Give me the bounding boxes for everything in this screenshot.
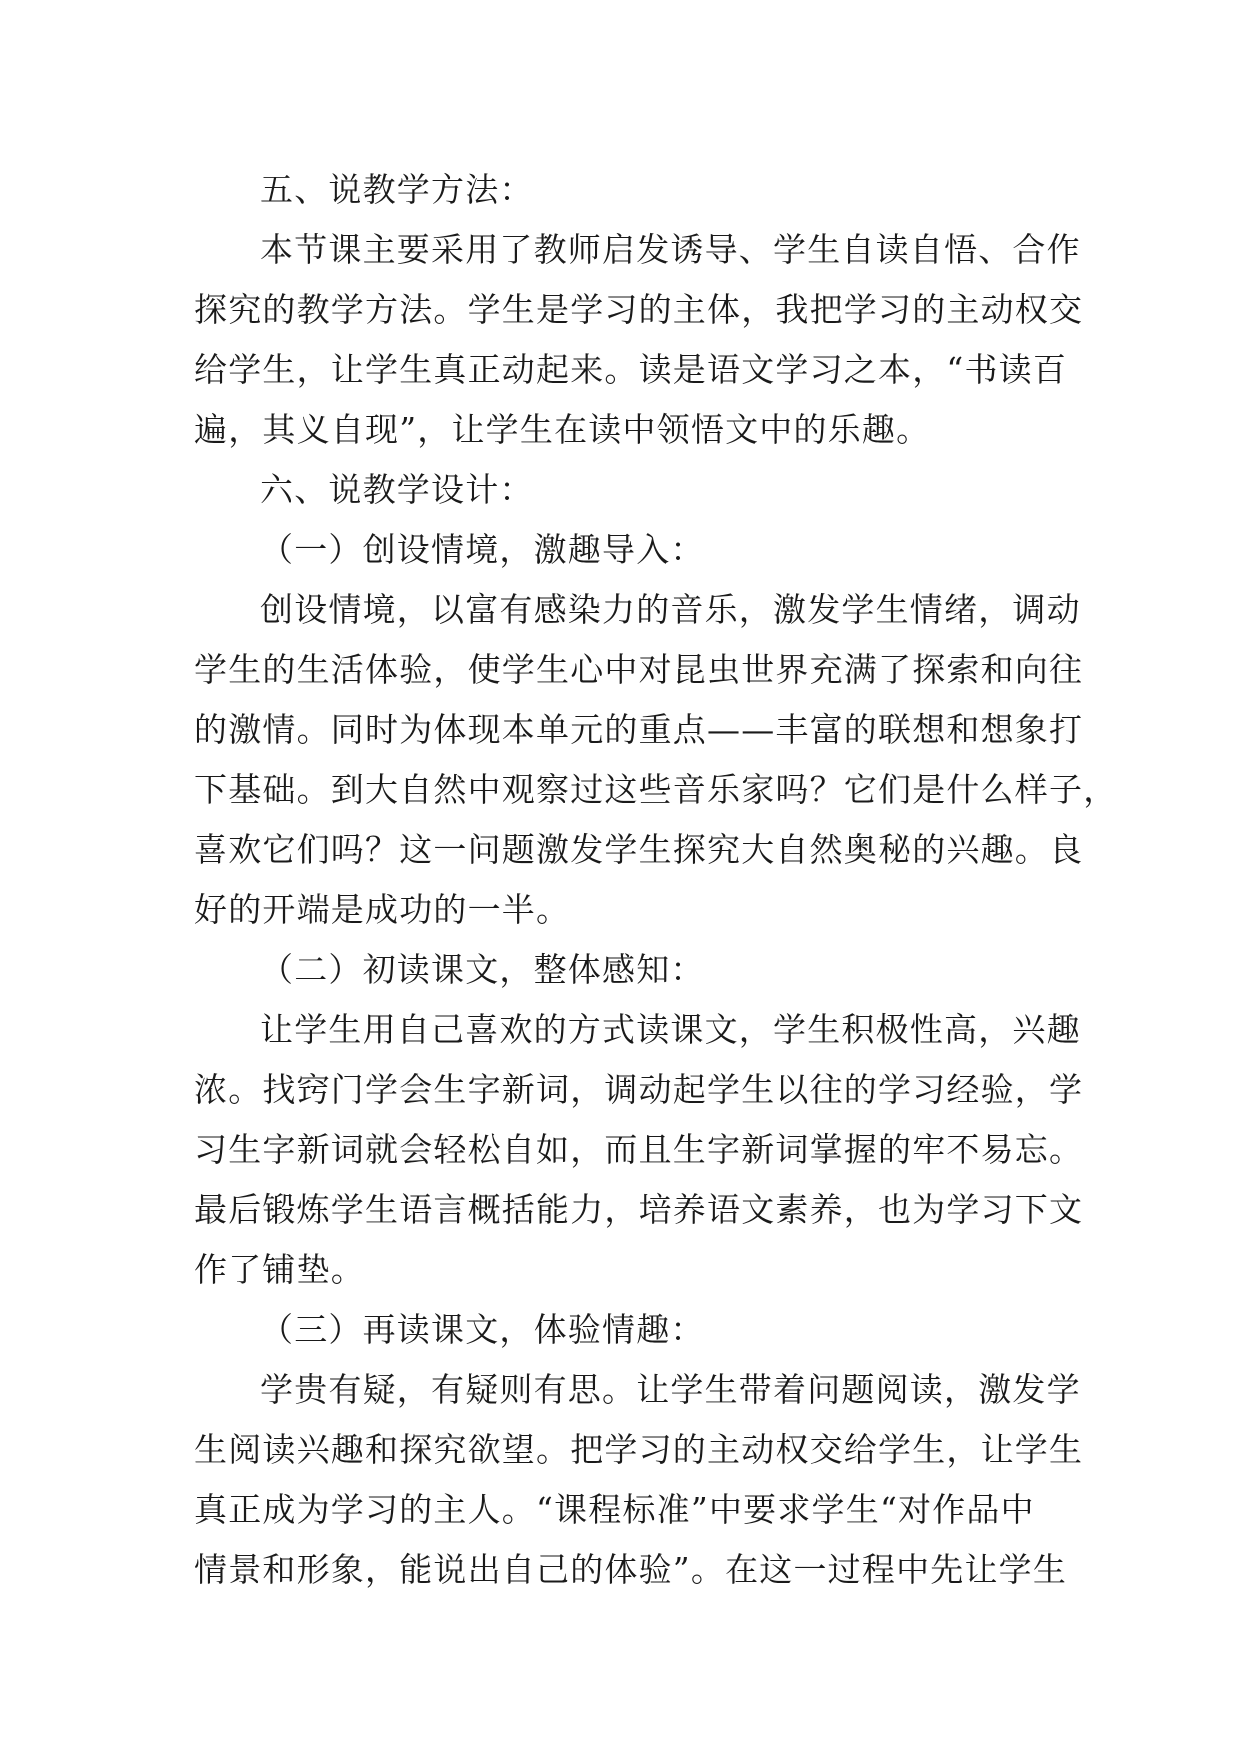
paragraph-line: 的激情。同时为体现本单元的重点——丰富的联想和想象打 (194, 710, 1084, 749)
subsection-heading-3: （三）再读课文，体验情趣： (260, 1310, 705, 1349)
paragraph-line: 本节课主要采用了教师启发诱导、学生自读自悟、合作 (260, 230, 1081, 269)
document-body (194, 160, 1118, 1600)
paragraph-line: 真正成为学习的主人。“课程标准”中要求学生“对作品中 (194, 1490, 1035, 1529)
subsection-heading-2: （二）初读课文，整体感知： (260, 950, 705, 989)
paragraph-line: 情景和形象，能说出自己的体验”。在这一过程中先让学生 (194, 1550, 1068, 1589)
paragraph-line: 探究的教学方法。学生是学习的主体，我把学习的主动权交 (194, 290, 1084, 329)
paragraph-line: 作了铺垫。 (194, 1250, 365, 1289)
paragraph-line: 习生字新词就会轻松自如，而且生字新词掌握的牢不易忘。 (194, 1130, 1084, 1169)
paragraph-line: 学生的生活体验，使学生心中对昆虫世界充满了探索和向往 (194, 650, 1084, 689)
paragraph-line: 给学生，让学生真正动起来。读是语文学习之本，“书读百 (194, 350, 1068, 389)
paragraph-line: 遍，其义自现”，让学生在读中领悟文中的乐趣。 (194, 410, 931, 449)
paragraph-line: 创设情境，以富有感染力的音乐，激发学生情绪，调动 (260, 590, 1081, 629)
subsection-heading-1: （一）创设情境，激趣导入： (260, 530, 705, 569)
section-heading-teaching-methods: 五、说教学方法： (260, 170, 534, 209)
paragraph-line: 喜欢它们吗？这一问题激发学生探究大自然奥秘的兴趣。良 (194, 830, 1084, 869)
paragraph-line: 学贵有疑，有疑则有思。让学生带着问题阅读，激发学 (260, 1370, 1081, 1409)
section-heading-teaching-design: 六、说教学设计： (260, 470, 534, 509)
paragraph-line: 好的开端是成功的一半。 (194, 890, 571, 929)
paragraph-line: 最后锻炼学生语言概括能力，培养语文素养，也为学习下文 (194, 1190, 1084, 1229)
paragraph-line: 让学生用自己喜欢的方式读课文，学生积极性高，兴趣 (260, 1010, 1081, 1049)
paragraph-line: 浓。找窍门学会生字新词，调动起学生以往的学习经验，学 (194, 1070, 1084, 1109)
paragraph-line: 下基础。到大自然中观察过这些音乐家吗？它们是什么样子， (194, 770, 1118, 809)
paragraph-line: 生阅读兴趣和探究欲望。把学习的主动权交给学生，让学生 (194, 1430, 1084, 1469)
